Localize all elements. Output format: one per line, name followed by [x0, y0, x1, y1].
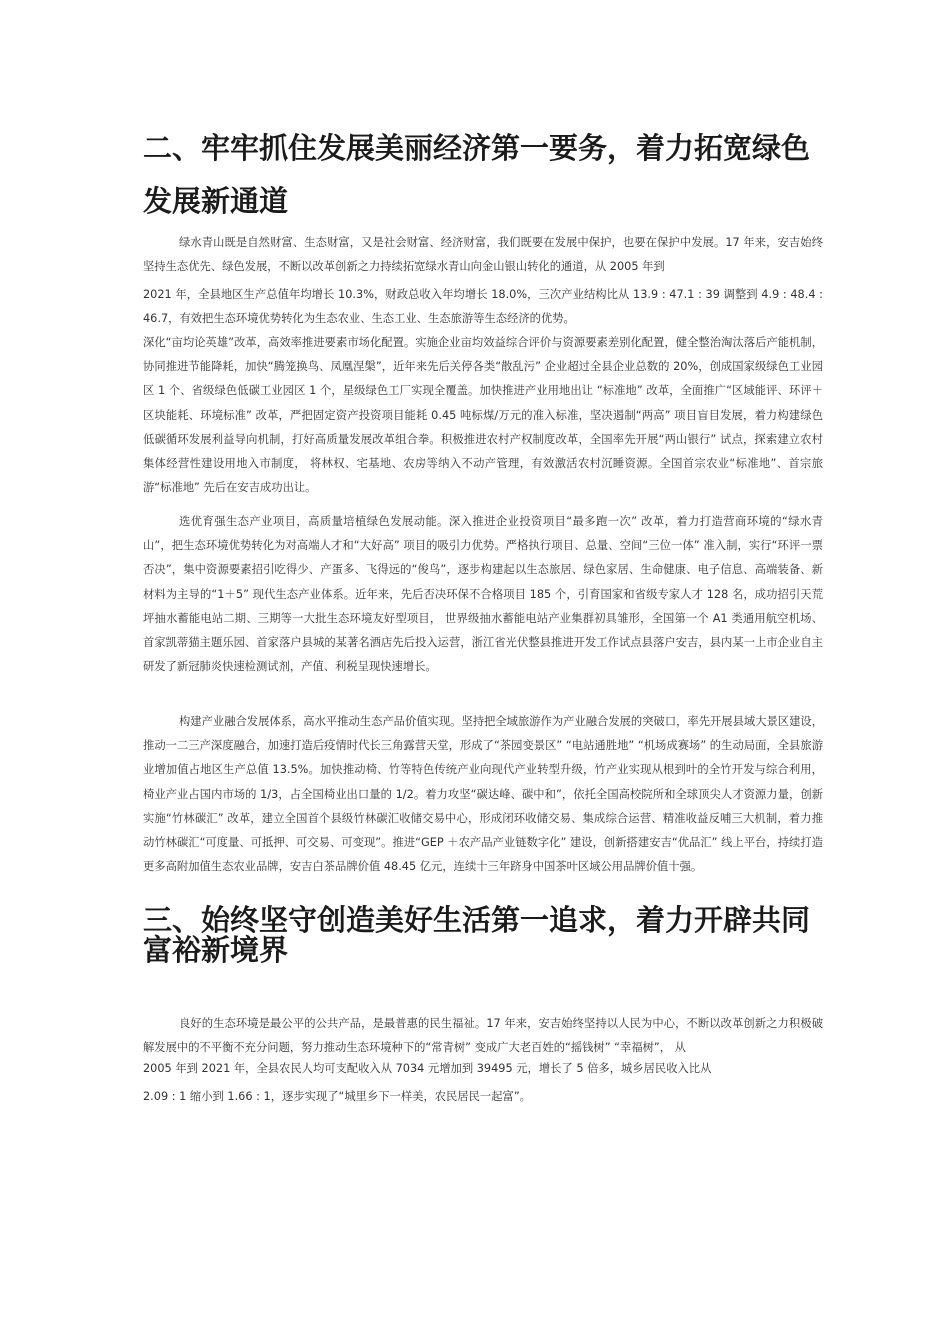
section-2-paragraph-1-cont: 2021 年，全县地区生产总值年均增长 10.3%，财政总收入年均增长 18.0%，三次产业结构比从 13.9 : 47.1 : 39 调整到 4.9 : 48.4 : 46.7，有效把生态环境优势转化为生态农业、生态工业、生态旅游等生态经济的优势。 — [143, 288, 823, 326]
section-3-paragraph-1-end: 2.09 : 1 缩小到 1.66 : 1，逐步实现了“城里乡下一样美，农民居民一起富”。 — [143, 1090, 531, 1103]
section-3-paragraph-1-cont: 2005 年到 2021 年，全县农民人均可支配收入从 7034 元增加到 39495 元，增长了 5 倍多，城乡居民收入比从 — [143, 1062, 712, 1075]
section-3-heading: 三、始终坚守创造美好生活第一追求，着力开辟共同富裕新境界 — [143, 903, 811, 967]
section-2-paragraph-3: 选优育强生态产业项目，高质量培植绿色发展动能。深入推进企业投资项目“最多跑一次” 改革，着力打造营商环境的“绿水青山”，把生态环境优势转化为对高端人才和“大好高” 项目的吸引力优势。严格执行项目、总量、空间“三位一体” 准入制，实行“环评一票否决”，集中资源要素招引吃得少、产蛋多、飞得远的“俊鸟”，逐步构建起以生态旅居、绿色家居、生命健康、电子信息、高端装备、新材料为主导的“1＋5” 现代生态产业体系。近年来，先后否决环保不合格项目 185 个，引育国家和省级专家人才 128 名，成功招引天荒坪抽水蓄能电站二期、三期等一大批生态环境友好型项目， 世界级抽水蓄能电站产业集群初具雏形，全国第一个 A1 类通用航空机场、首家凯蒂猫主题乐园、首家落户县城的某著名酒店先后投入运营，浙江省光伏整县推进开发工作试点县落户安吉，县内某一上市企业自主研发了新冠肺炎快速检测试剂，产值、利税呈现快速增长。 — [143, 515, 823, 674]
section-2-paragraph-1: 绿水青山既是自然财富、生态财富，又是社会财富、经济财富，我们既要在发展中保护，也要在保护中发展。17 年来，安吉始终坚持生态优先、绿色发展，不断以改革创新之力持续拓宽绿水青山向金山银山转化的通道，从 2005 年到 — [143, 236, 823, 274]
section-2-paragraph-4: 构建产业融合发展体系，高水平推动生态产品价值实现。坚持把全域旅游作为产业融合发展的突破口，率先开展县域大景区建设，推动一二三产深度融合，加速打造后疫情时代长三角露营天堂，形成了“茶园变景区” “电站通胜地” “机场成赛场” 的生动局面，全县旅游业增加值占地区生产总值 13.5%。加快推动椅、竹等特色传统产业向现代产业转型升级，竹产业实现从根到叶的全竹开发与综合利用，椅业产业占国内市场的 1/3，占全国椅业出口量的 1/2。着力攻坚“碳达峰、碳中和”，依托全国高校院所和全球顶尖人才资源力量，创新实施“竹林碳汇” 改革，建立全国首个县级竹林碳汇收储交易中心，形成闭环收储交易、集成综合运营、精准收益反哺三大机制，着力推动竹林碳汇“可度量、可抵押、可交易、可变现”。推进“GEP ＋农产品产业链数字化” 建设，创新搭建安吉“优品汇” 线上平台，持续打造更多高附加值生态农业品牌，安吉白茶品牌价值 48.45 亿元，连续十三年跻身中国茶叶区域公用品牌价值十强。 — [143, 715, 823, 874]
section-2-paragraph-2: 深化“亩均论英雄”改革，高效率推进要素市场化配置。实施企业亩均效益综合评价与资源要素差别化配置，健全整治淘汰落后产能机制，协同推进节能降耗，加快“腾笼换鸟、凤凰涅槃”，近年来先后关停各类“散乱污” 企业超过全县企业总数的 20%，创成国家级绿色工业园区 1 个、省级绿色低碳工业园区 1 个，星级绿色工厂实现全覆盖。加快推进产业用地出让 “标准地” 改革，全面推广“区域能评、环评＋区块能耗、环境标准” 改革，严把固定资产投资项目能耗 0.45 吨标煤/万元的准入标准，坚决遏制“两高” 项目盲目发展，着力构建绿色低碳循环发展利益导向机制，打好高质量发展改革组合拳。积极推进农村产权制度改革，全国率先开展“两山银行” 试点，探索建立农村集体经营性建设用地入市制度， 将林权、宅基地、农房等纳入不动产管理，有效激活农村沉睡资源。全国首宗农业“标准地”、首宗旅游“标准地” 先后在安吉成功出让。 — [143, 336, 823, 495]
section-2-heading: 二、牢牢抓住发展美丽经济第一要务，着力拓宽绿色发展新通道 — [143, 131, 811, 218]
section-3-paragraph-1: 良好的生态环境是最公平的公共产品，是最普惠的民生福祉。17 年来，安吉始终坚持以人民为中心，不断以改革创新之力积极破解发展中的不平衡不充分问题，努力推动生态环境种下的“常青树” 变成广大老百姓的“摇钱树” “幸福树”， 从 — [143, 1017, 823, 1055]
